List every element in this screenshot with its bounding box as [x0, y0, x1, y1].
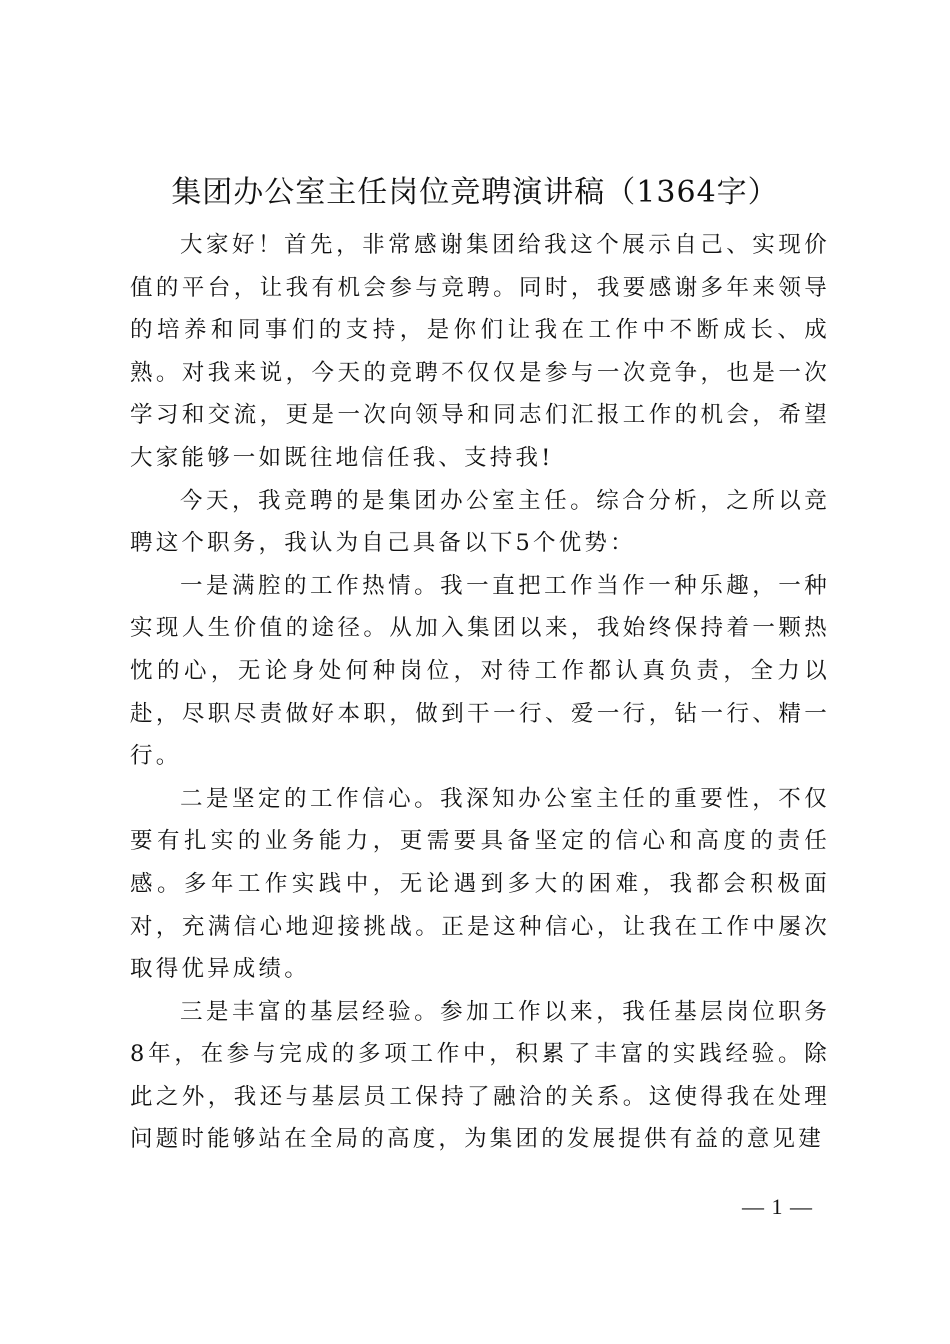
document-title: 集团办公室主任岗位竞聘演讲稿（1364字） — [171, 175, 779, 210]
page-number: — 1 — — [742, 1194, 813, 1219]
paragraph-advantage-experience: 三是丰富的基层经验。参加工作以来，我任基层岗位职务8年，在参与完成的多项工作中，积累了丰富的实践经验。除此之外，我还与基层员工保持了融洽的关系。这使得我在处理问题时能够站在全局的高度，为集团的发展提供有益的意见建 — [130, 998, 830, 1153]
paragraph-position-intro: 今天，我竞聘的是集团办公室主任。综合分析，之所以竞聘这个职务，我认为自己具备以下5个优势： — [130, 487, 830, 557]
document-body — [130, 224, 830, 1161]
paragraph-advantage-enthusiasm: 一是满腔的工作热情。我一直把工作当作一种乐趣，一种实现人生价值的途径。从加入集团以来，我始终保持着一颗热忱的心，无论身处何种岗位，对待工作都认真负责，全力以赴，尽职尽责做好本职，做到干一行、爱一行，钻一行、精一行。 — [130, 572, 830, 770]
paragraph-advantage-confidence: 二是坚定的工作信心。我深知办公室主任的重要性，不仅要有扎实的业务能力，更需要具备坚定的信心和高度的责任感。多年工作实践中，无论遇到多大的困难，我都会积极面对，充满信心地迎接挑战。正是这种信心，让我在工作中屡次取得优异成绩。 — [130, 785, 830, 983]
paragraph-greeting: 大家好！首先，非常感谢集团给我这个展示自己、实现价值的平台，让我有机会参与竞聘。同时，我要感谢多年来领导的培养和同事们的支持，是你们让我在工作中不断成长、成熟。对我来说，今天的竞聘不仅仅是参与一次竞争，也是一次学习和交流，更是一次向领导和同志们汇报工作的机会，希望大家能够一如既往地信任我、支持我! — [130, 232, 830, 471]
